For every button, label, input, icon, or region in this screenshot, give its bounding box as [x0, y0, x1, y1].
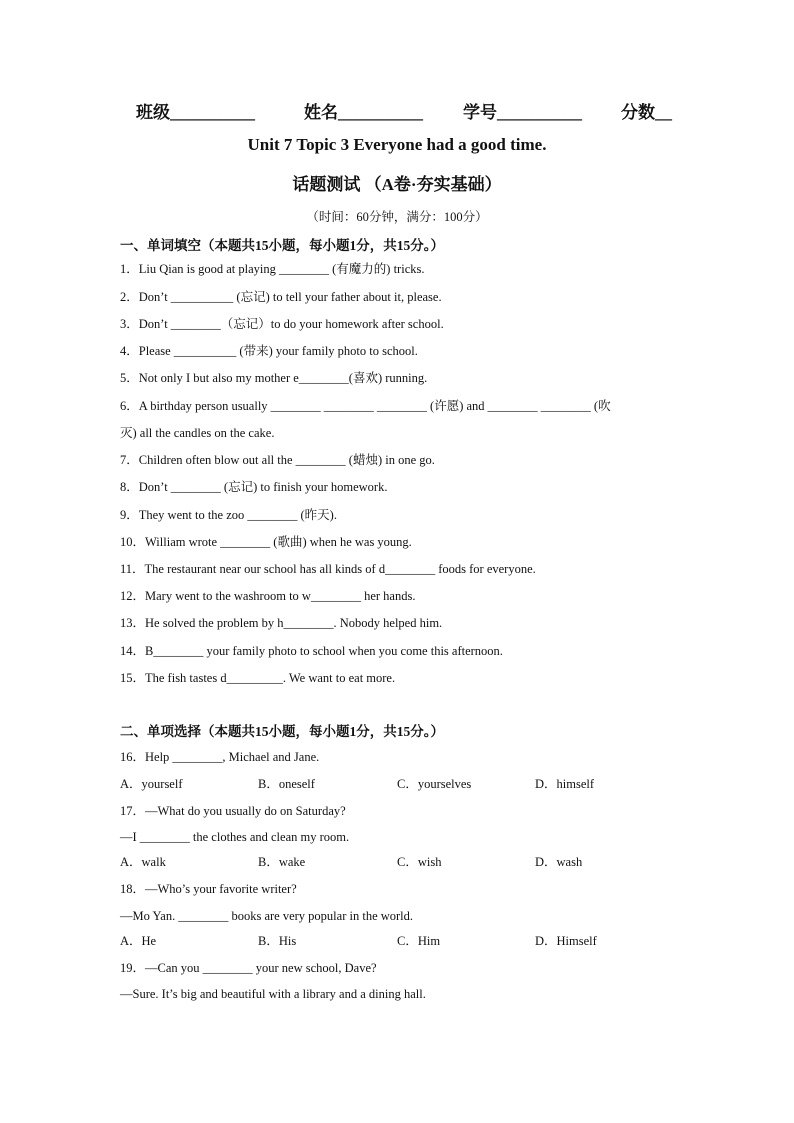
name-field: 姓名__________: [304, 103, 423, 122]
question-7: 7．Children often blow out all the ________ (蜡烛) in one go.: [120, 453, 435, 467]
option-d: D．Himself: [535, 934, 597, 948]
option-b: B．His: [258, 934, 297, 948]
question-17-response: —I ________ the clothes and clean my room.: [120, 830, 350, 844]
question-17: 17．—What do you usually do on Saturday?: [120, 804, 346, 818]
question-2: 2．Don’t __________ (忘记) to tell your father about it, please.: [120, 290, 442, 304]
question-19: 19．—Can you ________ your new school, Dave?: [120, 961, 377, 975]
question-11: 11．The restaurant near our school has all kinds of d________ foods for everyone.: [120, 562, 536, 576]
question-6-continued: 灭) all the candles on the cake.: [120, 426, 275, 440]
option-b: B．wake: [258, 855, 306, 869]
question-13: 13．He solved the problem by h________. Nobody helped him.: [120, 616, 443, 630]
score-field: 分数__: [621, 103, 672, 122]
option-a: A．walk: [120, 855, 166, 869]
section2-heading: 二、单项选择（本题共15小题，每小题1分，共15分。）: [120, 724, 444, 739]
class-field: 班级__________: [136, 103, 255, 122]
question-5: 5．Not only I but also my mother e________(喜欢) running.: [120, 371, 428, 385]
question-8: 8．Don’t ________ (忘记) to finish your homework.: [120, 480, 388, 494]
option-c: C．yourselves: [397, 777, 472, 791]
option-d: D．himself: [535, 777, 595, 791]
unit-title: Unit 7 Topic 3 Everyone had a good time.: [247, 135, 547, 154]
question-4: 4．Please __________ (带来) your family photo to school.: [120, 344, 418, 358]
question-10: 10．William wrote ________ (歌曲) when he was young.: [120, 535, 412, 549]
question-19-response: —Sure. It’s big and beautiful with a library and a dining hall.: [120, 987, 426, 1001]
question-18-response: —Mo Yan. ________ books are very popular in the world.: [120, 909, 414, 923]
section1-heading: 一、单词填空（本题共15小题，每小题1分，共15分。）: [120, 238, 444, 253]
option-c: C．Him: [397, 934, 441, 948]
question-12: 12．Mary went to the washroom to w________ her hands.: [120, 589, 416, 603]
question-1: 1．Liu Qian is good at playing ________ (有魔力的) tricks.: [120, 262, 425, 276]
option-d: D．wash: [535, 855, 583, 869]
option-c: C．wish: [397, 855, 442, 869]
time-score-info: （时间：60分钟，满分：100分）: [306, 210, 488, 224]
question-9: 9．They went to the zoo ________ (昨天).: [120, 508, 337, 522]
question-6: 6．A birthday person usually ________ ________ ________ (许愿) and ________ ________ (吹: [120, 399, 611, 413]
question-18: 18．—Who’s your favorite writer?: [120, 882, 297, 896]
question-15: 15．The fish tastes d_________. We want to eat more.: [120, 671, 396, 685]
option-b: B．oneself: [258, 777, 315, 791]
question-14: 14．B________ your family photo to school when you come this afternoon.: [120, 644, 503, 658]
option-a: A．He: [120, 934, 157, 948]
option-a: A．yourself: [120, 777, 183, 791]
test-subtitle: 话题测试 （A卷·夯实基础）: [292, 175, 502, 194]
student-id-field: 学号__________: [463, 103, 582, 122]
question-16: 16．Help ________, Michael and Jane.: [120, 750, 320, 764]
question-3: 3．Don’t ________（忘记）to do your homework after school.: [120, 317, 444, 331]
